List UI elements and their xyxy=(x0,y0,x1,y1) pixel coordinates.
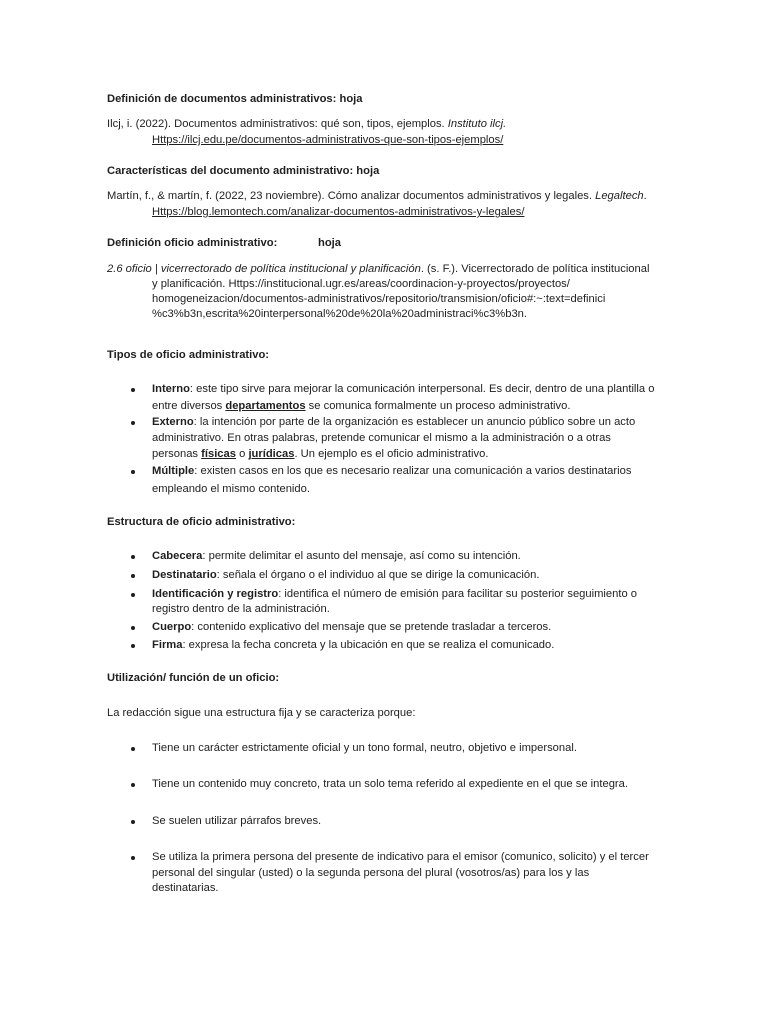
list-item-caracter: Tiene un carácter estrictamente oficial y un tono formal, neutro, objetivo e impersonal. xyxy=(152,742,577,754)
link-fisicas[interactable]: físicas xyxy=(201,448,236,460)
reference-link-ilcj[interactable]: Https://ilcj.edu.pe/documentos-administrativos-que-son-tipos-ejemplos/ xyxy=(152,134,504,146)
list-item-externo-line2: administrativo. En otras palabras, pretende comunicar el mismo a la administración o a otras xyxy=(152,432,611,444)
link-departamentos[interactable]: departamentos xyxy=(225,400,306,412)
reference-source: Legaltech xyxy=(595,190,644,202)
list-item-externo xyxy=(152,415,635,430)
bullet-icon xyxy=(131,626,135,630)
reference-title: 2.6 oficio | vicerrectorado de política institucional y planificación xyxy=(107,263,421,275)
bullet-icon xyxy=(131,747,135,751)
item-text: : identifica el número de emisión para facilitar su posterior seguimiento o xyxy=(278,588,638,600)
list-item-contenido: Tiene un contenido muy concreto, trata un solo tema referido al expediente en el que se integra. xyxy=(152,778,628,790)
reference-ugr-line3: homogeneizacion/documentos-administrativos/repositorio/transmision/oficio#:~:text=definici xyxy=(152,293,606,305)
item-text: entre diversos xyxy=(152,400,226,412)
reference-ugr-line2: y planificación. Https://institucional.ugr.es/areas/coordinacion-y-proyectos/proyectos/ xyxy=(152,278,570,290)
reference-text: Ilcj, i. (2022). Documentos administrativos: qué son, tipos, ejemplos. xyxy=(107,118,448,130)
item-text: : existen casos en los que es necesario realizar una comunicación a varios destinatarios xyxy=(194,465,632,477)
item-text: : señala el órgano o el individuo al que se dirige la comunicación. xyxy=(216,569,540,581)
bullet-icon xyxy=(131,593,135,597)
section-heading-estructura: Estructura de oficio administrativo: xyxy=(107,516,296,528)
item-label: Firma xyxy=(152,639,183,651)
bullet-icon xyxy=(131,388,135,392)
bullet-icon xyxy=(131,574,135,578)
list-item-externo-line3 xyxy=(152,447,488,462)
item-text: : expresa la fecha concreta y la ubicación en que se realiza el comunicado. xyxy=(182,639,555,651)
reference-text: Martín, f., & martín, f. (2022, 23 noviembre). Cómo analizar documentos administrativos y legales. xyxy=(107,190,596,202)
reference-link-lemontech[interactable]: Https://blog.lemontech.com/analizar-documentos-administrativos-y-legales/ xyxy=(152,206,525,218)
list-item-interno-line2 xyxy=(152,399,570,414)
bullet-icon xyxy=(131,555,135,559)
list-item-persona-line2: personal del singular (usted) o la segunda persona del plural (vosotros/as) para los y las xyxy=(152,867,590,879)
item-label: Destinatario xyxy=(152,569,217,581)
reference-ugr-line4: %c3%b3n,escrita%20interpersonal%20de%20la%20administraci%c3%b3n. xyxy=(152,308,527,320)
list-item-interno xyxy=(152,382,654,397)
list-item-persona-line3: destinatarias. xyxy=(152,882,219,894)
list-item-cuerpo xyxy=(152,620,551,635)
item-label: Interno xyxy=(152,383,190,395)
item-text: : la intención por parte de la organización es establecer un anuncio público sobre un acto xyxy=(193,416,636,428)
reference-ugr xyxy=(107,262,649,277)
bullet-icon xyxy=(131,470,135,474)
item-text: : permite delimitar el asunto del mensaje, así como su intención. xyxy=(202,550,521,562)
section-heading-tipos: Tipos de oficio administrativo: xyxy=(107,349,270,361)
item-text: personas xyxy=(152,448,202,460)
reference-text: . (s. F.). Vicerrectorado de política institucional xyxy=(420,263,650,275)
list-item-firma xyxy=(152,638,554,653)
bullet-icon xyxy=(131,820,135,824)
item-text: : contenido explicativo del mensaje que se pretende trasladar a terceros. xyxy=(191,621,552,633)
intro-paragraph: La redacción sigue una estructura fija y se caracteriza porque: xyxy=(107,707,416,719)
bullet-icon xyxy=(131,644,135,648)
list-item-multiple xyxy=(152,464,631,479)
item-text: . Un ejemplo es el oficio administrativo. xyxy=(294,448,489,460)
bullet-icon xyxy=(131,856,135,860)
item-label: Cuerpo xyxy=(152,621,192,633)
item-label: Externo xyxy=(152,416,194,428)
item-label: Cabecera xyxy=(152,550,203,562)
list-item-multiple-line2: empleando el mismo contenido. xyxy=(152,483,310,495)
reference-text-end: . xyxy=(643,190,647,202)
section-heading-definicion-documentos: Definición de documentos administrativos: hoja xyxy=(107,93,363,105)
reference-ilcj xyxy=(107,117,506,132)
list-item-identificacion xyxy=(152,587,637,602)
section-heading-utilizacion: Utilización/ función de un oficio: xyxy=(107,672,280,684)
item-label: Múltiple xyxy=(152,465,195,477)
list-item-destinatario xyxy=(152,568,539,583)
reference-source: Instituto ilcj. xyxy=(447,118,507,130)
reference-martin xyxy=(107,189,647,204)
item-text: o xyxy=(235,448,249,460)
list-item-identificacion-line2: registro dentro de la administración. xyxy=(152,603,330,615)
section-heading-hoja: hoja xyxy=(318,237,341,249)
item-text: : este tipo sirve para mejorar la comunicación interpersonal. Es decir, dentro de una plantilla o xyxy=(189,383,655,395)
item-label: Identificación y registro xyxy=(152,588,279,600)
item-text: se comunica formalmente un proceso administrativo. xyxy=(305,400,571,412)
list-item-cabecera xyxy=(152,549,521,564)
section-heading-definicion-oficio: Definición oficio administrativo: xyxy=(107,237,278,249)
list-item-parrafos: Se suelen utilizar párrafos breves. xyxy=(152,815,322,827)
bullet-icon xyxy=(131,421,135,425)
section-heading-caracteristicas: Características del documento administrativo: hoja xyxy=(107,165,380,177)
link-juridicas[interactable]: jurídicas xyxy=(248,448,295,460)
list-item-persona: Se utiliza la primera persona del presente de indicativo para el emisor (comunico, solicito) y el tercer xyxy=(152,851,649,863)
bullet-icon xyxy=(131,783,135,787)
